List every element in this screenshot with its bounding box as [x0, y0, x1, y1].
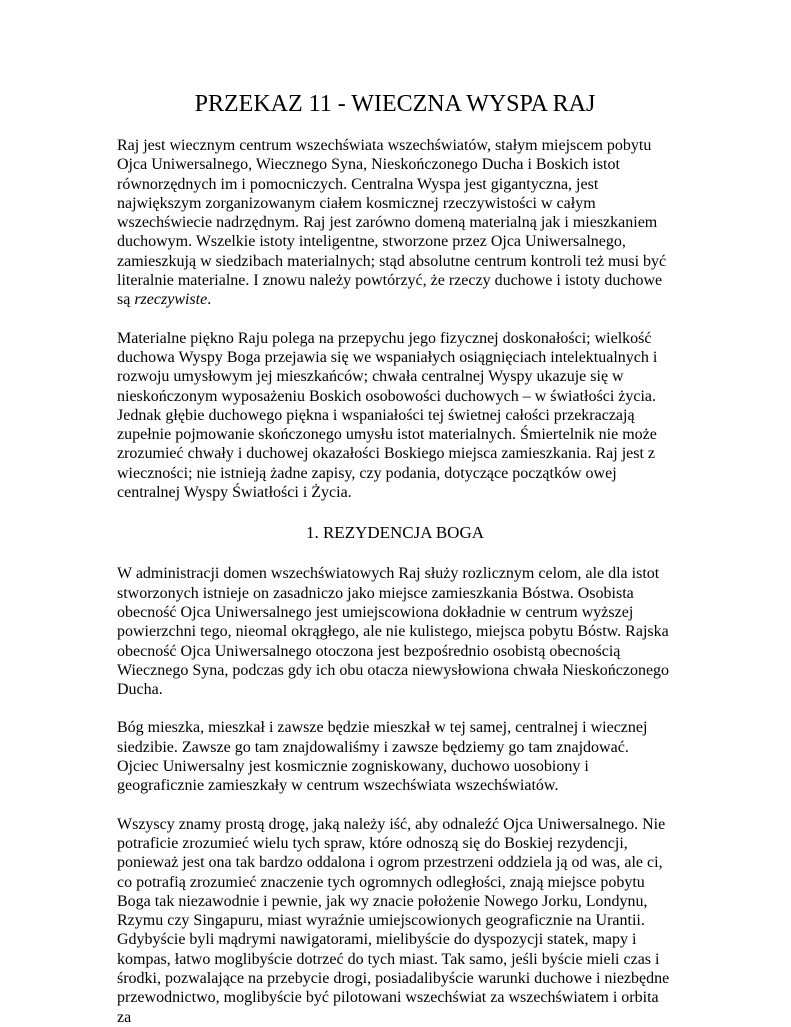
- paragraph-way-to-father: Wszyscy znamy prostą drogę, jaką należy iść, aby odnaleźć Ojca Uniwersalnego. Nie potraficie zrozumieć wielu tych spraw, które odnoszą się do Boskiej rezydencji, ponieważ jest ona tak bardzo oddalona i ogrom przestrzeni oddziela ją od was, ale ci, co potrafią zrozumieć znaczenie tych ogromnych odległości, znają miejsce pobytu Boga tak niezawodnie i pewnie, jak wy znacie położenie Nowego Jorku, Londynu, Rzymu czy Singapuru, miast wyraźnie umiejscowionych geograficznie na Urantii. Gdybyście byli mądrymi nawigatorami, mielibyście do dyspozycji statek, mapy i kompas, łatwo moglibyście dotrzeć do tych miast. Tak samo, jeśli byście mieli czas i środki, pozwalające na przebycie drogi, posiadalibyście warunki duchowe i niezbędne przewodnictwo, moglibyście być pilotowani wszechświat za wszechświatem i orbita za: [117, 815, 670, 1026]
- paragraph-raj-intro: [117, 136, 673, 310]
- document-title: PRZEKAZ 11 - WIECZNA WYSPA RAJ: [194, 91, 596, 117]
- paragraph-end: .: [207, 291, 212, 309]
- paragraph-beauty: Materialne piękno Raju polega na przepychu jego fizycznej doskonałości; wielkość duchowa Wyspy Boga przejawia się we wspaniałych osiągnięciach intelektualnych i rozwoju umysłowym jej mieszkańców; chwała centralnej Wyspy ukazuje się w nieskończonym wyposażeniu Boskich osobowości duchowych – w światłości życia. Jednak głębie duchowego piękna i wspaniałości tej świetnej całości przekraczają zupełnie pojmowanie skończonego umysłu istot materialnych. Śmiertelnik nie może zrozumieć chwały i duchowej okazałości Boskiego miejsca zamieszkania. Raj jest z wieczności; nie istnieją żadne zapisy, czy podania, dotyczące początków owej centralnej Wyspy Światłości i Życia.: [117, 329, 658, 502]
- paragraph-text: Raj jest wiecznym centrum wszechświata wszechświatów, stałym miejscem pobytu Ojca Uniwersalnego, Wiecznego Syna, Nieskończonego Ducha i Boskich istot równorzędnych im i pomocniczych. Centralna Wyspa jest gigantyczna, jest największym zorganizowanym ciałem kosmicznej rzeczywistości w całym wszechświecie nadrzędnym. Raj jest zarówno domeną materialną jak i mieszkaniem duchowym. Wszelkie istoty inteligentne, stworzone przez Ojca Uniwersalnego, zamieszkują w siedzibach materialnych; stąd absolutne centrum kontroli też musi być literalnie materialne. I znowu należy powtórzyć, że rzeczy duchowe i istoty duchowe są: [117, 137, 667, 309]
- paragraph-administration: W administracji domen wszechświatowych Raj służy rozlicznym celom, ale dla istot stworzonych istnieje on zasadniczo jako miejsce zamieszkania Bóstwa. Osobista obecność Ojca Uniwersalnego jest umiejscowiona dokładnie w centrum wyższej powierzchni tego, nieomal okrągłego, ale nie kulistego, miejsca pobytu Bóstw. Rajska obecność Ojca Uniwersalnego otoczona jest bezpośrednio osobistą obecnością Wiecznego Syna, podczas gdy ich obu otacza niewysłowiona chwała Nieskończonego Ducha.: [117, 565, 670, 699]
- section-heading: 1. REZYDENCJA BOGA: [305, 523, 485, 543]
- paragraph-god-dwells: Bóg mieszka, mieszkał i zawsze będzie mieszkał w tej samej, centralnej i wiecznej siedzibie. Zawsze go tam znajdowaliśmy i zawsze będziemy go tam znajdować. Ojciec Uniwersalny jest kosmicznie zogniskowany, duchowo uosobiony i geograficznie zamieszkały w centrum wszechświata wszechświatów.: [117, 719, 648, 795]
- emphasized-word: rzeczywiste: [134, 291, 208, 309]
- page-content: [117, 88, 673, 1027]
